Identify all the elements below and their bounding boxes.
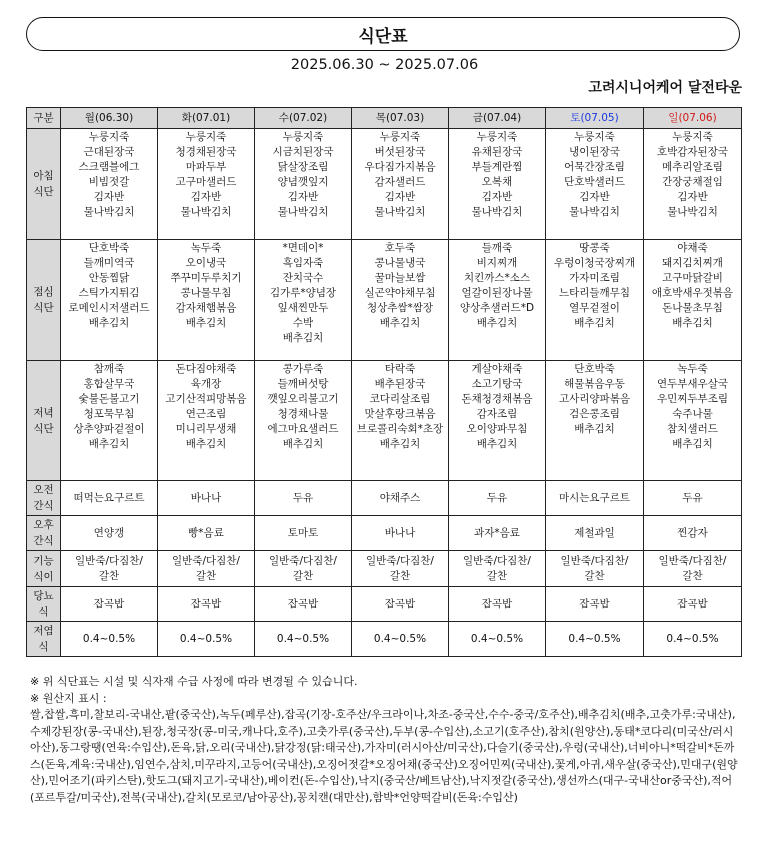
row-label — [27, 587, 61, 622]
menu-item: 청상추쌈*쌈장 — [366, 302, 434, 314]
menu-cell — [644, 481, 742, 516]
menu-item: 0.4~0.5% — [179, 632, 233, 645]
menu-item: 홍합살무국 — [83, 378, 135, 390]
menu-cell — [546, 481, 644, 516]
row-label-line: 식단 — [33, 302, 54, 314]
menu-cell — [352, 240, 449, 361]
menu-cell — [158, 587, 255, 622]
menu-item: 숙주나물 — [672, 408, 713, 420]
menu-item: 오이냉국 — [185, 257, 227, 269]
menu-item: 고사리양파볶음 — [558, 393, 630, 405]
menu-item: 잎새찐만두 — [277, 302, 329, 314]
menu-item: 들깨죽 — [481, 242, 513, 254]
menu-item: 배추김치 — [185, 317, 227, 329]
menu-item: 가자미조림 — [569, 272, 620, 284]
menu-item: 참치샐러드 — [667, 423, 718, 435]
menu-cell — [352, 587, 449, 622]
menu-item: 찐감자 — [677, 526, 708, 539]
menu-item: 떠먹는요구르트 — [73, 491, 145, 504]
menu-cell — [546, 587, 644, 622]
row-label — [27, 129, 61, 240]
menu-item: 일반죽/다짐찬/ — [658, 554, 727, 567]
menu-item: 물나박김치 — [374, 206, 426, 218]
menu-cell — [449, 551, 546, 587]
row-label — [27, 481, 61, 516]
menu-item: 배추김치 — [476, 317, 518, 329]
menu-item: 닭살장조림 — [277, 161, 329, 173]
menu-cell — [449, 481, 546, 516]
menu-item: 배추김치 — [379, 438, 421, 450]
menu-item: 잔치국수 — [282, 272, 324, 284]
menu-item: 김자반 — [190, 191, 222, 203]
facility-name: 고려시니어케어 달전타운 — [588, 80, 742, 96]
menu-cell — [61, 516, 158, 551]
menu-item: 쭈꾸미두루치기 — [170, 272, 242, 284]
menu-cell — [352, 361, 449, 481]
menu-item: 상추양파겉절이 — [73, 423, 145, 435]
menu-item: 제철과일 — [574, 526, 615, 539]
menu-item: 비지찌개 — [476, 257, 518, 269]
menu-item: 느타리들깨무침 — [558, 287, 630, 299]
menu-item: 땅콩죽 — [579, 242, 610, 254]
menu-item: 야채주스 — [379, 491, 421, 504]
menu-item: 잡곡밥 — [384, 597, 416, 610]
menu-item: 꿀마늘보쌈 — [374, 272, 426, 284]
menu-item: 일반죽/다짐찬/ — [366, 554, 434, 567]
menu-item: 근대된장국 — [83, 146, 135, 158]
menu-item: 돼지김치찌개 — [662, 257, 723, 269]
menu-item: 두유 — [682, 491, 703, 504]
menu-item: 단호박샐러드 — [564, 176, 625, 188]
menu-item: 배추김치 — [379, 317, 421, 329]
menu-item: 빵*음료 — [188, 526, 224, 539]
menu-cell — [644, 129, 742, 240]
menu-item: 누룽지죽 — [379, 131, 421, 143]
day-header: 일(07.06) — [644, 108, 742, 129]
menu-cell — [449, 361, 546, 481]
menu-cell — [449, 516, 546, 551]
menu-item: 배추김치 — [282, 438, 324, 450]
menu-cell — [61, 587, 158, 622]
menu-item: 얼갈이된장나물 — [461, 287, 533, 299]
menu-item: 소고기탕국 — [471, 378, 523, 390]
row-label-line: 식단 — [33, 422, 54, 435]
menu-item: 감자조림 — [476, 408, 518, 420]
row-label-line: 오전 — [33, 484, 54, 496]
menu-item: 우다짐가지볶음 — [364, 161, 436, 173]
row-label-line: 당뇨 — [33, 590, 54, 602]
menu-cell — [255, 587, 352, 622]
menu-item: 배추김치 — [672, 317, 713, 329]
menu-cell — [255, 129, 352, 240]
row-label-line: 간식 — [33, 535, 54, 547]
row-label-line: 저염 — [33, 625, 54, 637]
corner-label: 구분 — [27, 108, 61, 129]
menu-item: 두유 — [292, 491, 314, 504]
menu-item: 배추김치 — [185, 438, 227, 450]
menu-cell — [158, 622, 255, 657]
day-header: 토(07.05) — [546, 108, 644, 129]
menu-item: 배추된장국 — [374, 378, 426, 390]
menu-item: 김자반 — [677, 191, 708, 203]
menu-item: 0.4~0.5% — [82, 632, 136, 645]
menu-item: 김자반 — [93, 191, 125, 203]
menu-item: 야채죽 — [677, 242, 708, 254]
row-label-line: 식이 — [33, 570, 54, 583]
menu-item: 콩나물무침 — [180, 287, 232, 299]
menu-cell — [61, 240, 158, 361]
menu-item: 일반죽/다짐찬/ — [269, 554, 337, 567]
menu-cell — [61, 551, 158, 587]
menu-item: 타락죽 — [384, 363, 416, 375]
menu-item: 누룽지죽 — [282, 131, 324, 143]
menu-item: 돈다짐야채죽 — [175, 363, 237, 375]
menu-row — [27, 481, 742, 516]
menu-item: 두유 — [486, 491, 508, 504]
menu-row — [27, 622, 742, 657]
menu-item: 미니리무생채 — [175, 423, 237, 435]
menu-item: 맛살후랑크볶음 — [364, 408, 436, 420]
menu-item: 스틱가지튀김 — [78, 287, 140, 299]
menu-item: 바나나 — [384, 526, 416, 539]
menu-item: 오복채 — [481, 176, 513, 188]
menu-row — [27, 551, 742, 587]
menu-item: 0.4~0.5% — [373, 632, 427, 645]
menu-item: 고기산적피망볶음 — [165, 393, 247, 405]
row-label-line: 간식 — [33, 500, 54, 512]
menu-item: 감자채햄볶음 — [175, 302, 237, 314]
menu-item: 잡곡밥 — [579, 597, 610, 610]
menu-item: 돈채청경채볶음 — [461, 393, 533, 405]
menu-item: 연두부새우살국 — [656, 378, 728, 390]
menu-item: 돈나물초무침 — [662, 302, 723, 314]
menu-cell — [644, 240, 742, 361]
menu-row — [27, 129, 742, 240]
menu-item: 브로콜리숙회*초장 — [356, 423, 444, 435]
menu-item: *면데이* — [282, 242, 324, 254]
menu-item: 비빔젓갈 — [88, 176, 130, 188]
menu-item: 잡곡밥 — [190, 597, 222, 610]
menu-item: 바나나 — [190, 491, 222, 504]
menu-item: 부들계란찜 — [471, 161, 523, 173]
menu-item: 숯불돈불고기 — [78, 393, 140, 405]
notes — [30, 674, 742, 806]
menu-item: 배추김치 — [672, 438, 713, 450]
menu-item: 일반죽/다짐찬/ — [75, 554, 143, 567]
menu-cell — [352, 551, 449, 587]
menu-cell — [644, 622, 742, 657]
menu-item: 누룽지죽 — [476, 131, 518, 143]
menu-item: 시금치된장국 — [272, 146, 334, 158]
menu-item: 들깨버섯탕 — [277, 378, 329, 390]
menu-item: 어묵간장조림 — [564, 161, 625, 173]
menu-item: 0.4~0.5% — [470, 632, 524, 645]
menu-item: 오이양파무침 — [466, 423, 528, 435]
menu-table — [26, 107, 742, 657]
row-label — [27, 361, 61, 481]
menu-row — [27, 516, 742, 551]
menu-cell — [255, 551, 352, 587]
header-row — [27, 108, 742, 129]
menu-item: 김가루*양념장 — [269, 287, 337, 299]
menu-item: 단호박죽 — [88, 242, 130, 254]
menu-item: 물나박김치 — [667, 206, 718, 218]
day-header: 목(07.03) — [352, 108, 449, 129]
menu-item: 0.4~0.5% — [276, 632, 330, 645]
menu-cell — [546, 361, 644, 481]
menu-item: 우렁이청국장찌개 — [553, 257, 636, 269]
menu-item: 물나박김치 — [277, 206, 329, 218]
menu-item: 육개장 — [190, 378, 222, 390]
row-label-line: 식 — [38, 641, 49, 653]
menu-item: 스크램블에그 — [78, 161, 140, 173]
menu-cell — [449, 587, 546, 622]
menu-item: 잡곡밥 — [481, 597, 513, 610]
menu-cell — [644, 516, 742, 551]
menu-item: 잡곡밥 — [93, 597, 125, 610]
menu-item: 갈찬 — [292, 569, 314, 582]
menu-cell — [158, 129, 255, 240]
menu-cell — [352, 129, 449, 240]
menu-cell — [255, 622, 352, 657]
menu-item: 메추리알조림 — [662, 161, 723, 173]
notice-origin-heading: ※ 원산지 표시 : — [30, 691, 107, 705]
row-label-line: 점심 — [33, 286, 54, 298]
row-label-line: 저녁 — [33, 406, 54, 419]
day-header: 수(07.02) — [255, 108, 352, 129]
menu-cell — [61, 129, 158, 240]
date-range: 2025.06.30 ~ 2025.07.06 — [290, 57, 479, 73]
menu-item: 일반죽/다짐찬/ — [560, 554, 629, 567]
menu-item: 갈찬 — [584, 569, 605, 582]
menu-item: 깻잎오리불고기 — [267, 393, 339, 405]
menu-cell — [255, 516, 352, 551]
menu-item: 일반죽/다짐찬/ — [172, 554, 240, 567]
menu-item: 갈찬 — [98, 569, 120, 582]
menu-cell — [255, 240, 352, 361]
menu-item: 누룽지죽 — [574, 131, 615, 143]
menu-item: 고구마샐러드 — [175, 176, 237, 188]
menu-item: 간장궁채절임 — [662, 176, 723, 188]
menu-item: 해물볶음우동 — [564, 378, 625, 390]
menu-item: 청경채된장국 — [175, 146, 237, 158]
menu-item: 치킨까스*소스 — [463, 272, 531, 284]
menu-item: 연근조림 — [185, 408, 227, 420]
menu-cell — [644, 587, 742, 622]
row-label-line: 아침 — [33, 170, 54, 182]
menu-item: 청경채나물 — [277, 408, 329, 420]
menu-item: 0.4~0.5% — [568, 632, 621, 645]
menu-item: 물나박김치 — [180, 206, 232, 218]
menu-item: 과자*음료 — [474, 526, 520, 539]
menu-item: 김자반 — [579, 191, 610, 203]
menu-cell — [449, 129, 546, 240]
menu-cell — [449, 240, 546, 361]
day-header: 금(07.04) — [449, 108, 546, 129]
menu-item: 물나박김치 — [569, 206, 620, 218]
row-label-line: 기능 — [33, 554, 54, 567]
menu-item: 갈찬 — [486, 569, 508, 582]
menu-item: 양상추샐러드*D — [459, 302, 535, 314]
menu-item: 감자샐러드 — [374, 176, 426, 188]
menu-item: 누룽지죽 — [88, 131, 130, 143]
menu-item: 우민찌두부조림 — [656, 393, 728, 405]
menu-item: 고구마닭갈비 — [662, 272, 723, 284]
menu-item: 코다리살조림 — [369, 393, 431, 405]
menu-row — [27, 587, 742, 622]
menu-cell — [158, 361, 255, 481]
menu-cell — [61, 622, 158, 657]
menu-cell — [158, 240, 255, 361]
menu-item: 갈찬 — [682, 569, 703, 582]
menu-cell — [546, 516, 644, 551]
menu-cell — [61, 361, 158, 481]
menu-cell — [352, 516, 449, 551]
menu-item: 열무겉절이 — [569, 302, 620, 314]
menu-item: 갈찬 — [389, 569, 411, 582]
menu-item: 김자반 — [384, 191, 416, 203]
menu-item: 연양갱 — [93, 526, 125, 539]
menu-item: 유채된장국 — [471, 146, 523, 158]
menu-item: 배추김치 — [574, 317, 615, 329]
day-header: 화(07.01) — [158, 108, 255, 129]
row-label — [27, 516, 61, 551]
menu-item: 검은콩조림 — [569, 408, 620, 420]
menu-item: 애호박새우젓볶음 — [651, 287, 734, 299]
menu-item: 일반죽/다짐찬/ — [463, 554, 531, 567]
row-label-line: 식 — [38, 606, 49, 618]
menu-item: 녹두죽 — [190, 242, 222, 254]
menu-row — [27, 240, 742, 361]
menu-cell — [255, 361, 352, 481]
menu-cell — [449, 622, 546, 657]
menu-cell — [546, 551, 644, 587]
menu-item: 호두죽 — [384, 242, 416, 254]
menu-item: 마파두부 — [185, 161, 227, 173]
row-label-line: 식단 — [33, 186, 54, 198]
menu-item: 물나박김치 — [83, 206, 135, 218]
menu-cell — [61, 481, 158, 516]
menu-row — [27, 361, 742, 481]
menu-item: 안동찜닭 — [88, 272, 130, 284]
menu-item: 배추김치 — [88, 438, 130, 450]
menu-item: 토마토 — [287, 526, 319, 539]
menu-item: 누룽지죽 — [185, 131, 227, 143]
menu-item: 배추김치 — [476, 438, 518, 450]
menu-cell — [352, 622, 449, 657]
row-label — [27, 240, 61, 361]
menu-title: 식단표 — [26, 17, 740, 51]
menu-item: 배추김치 — [88, 317, 130, 329]
menu-item: 에그마요샐러드 — [267, 423, 339, 435]
menu-item: 누룽지죽 — [672, 131, 713, 143]
menu-item: 마시는요구르트 — [558, 491, 630, 504]
menu-item: 흑임자죽 — [282, 257, 324, 269]
notice-change: ※ 위 식단표는 시설 및 식자재 수급 사정에 따라 변경될 수 있습니다. — [30, 675, 358, 688]
menu-item: 단호박죽 — [574, 363, 615, 375]
menu-item: 청포묵무침 — [83, 408, 135, 420]
menu-item: 수박 — [292, 317, 314, 329]
menu-item: 호박감자된장국 — [656, 146, 728, 158]
menu-item: 콩가루죽 — [282, 363, 324, 375]
menu-item: 잡곡밥 — [287, 597, 319, 610]
row-label — [27, 622, 61, 657]
menu-item: 김자반 — [481, 191, 513, 203]
menu-item: 로메인시저샐러드 — [68, 302, 150, 314]
menu-cell — [352, 481, 449, 516]
menu-cell — [158, 551, 255, 587]
menu-item: 배추김치 — [574, 423, 615, 435]
menu-cell — [644, 551, 742, 587]
menu-item: 게살야채죽 — [471, 363, 523, 375]
menu-item: 콩나물냉국 — [374, 257, 426, 269]
row-label-line: 오후 — [33, 519, 54, 531]
menu-item: 실곤약야채무침 — [364, 287, 436, 299]
menu-item: 녹두죽 — [677, 363, 708, 375]
menu-cell — [546, 240, 644, 361]
menu-cell — [546, 129, 644, 240]
menu-item: 들깨미역국 — [83, 257, 135, 269]
menu-cell — [644, 361, 742, 481]
menu-item: 버섯된장국 — [374, 146, 426, 158]
menu-cell — [158, 481, 255, 516]
row-label — [27, 551, 61, 587]
menu-item: 양념깻잎지 — [277, 176, 329, 188]
menu-item: 0.4~0.5% — [666, 632, 719, 645]
menu-item: 물나박김치 — [471, 206, 523, 218]
menu-cell — [255, 481, 352, 516]
menu-item: 배추김치 — [282, 332, 324, 344]
menu-item: 참깨죽 — [93, 363, 125, 375]
menu-item: 잡곡밥 — [677, 597, 708, 610]
menu-item: 김자반 — [287, 191, 319, 203]
menu-item: 냉이된장국 — [569, 146, 620, 158]
day-header: 월(06.30) — [61, 108, 158, 129]
menu-item: 갈찬 — [195, 569, 217, 582]
menu-cell — [158, 516, 255, 551]
origin-details: 쌀,찹쌀,흑미,찰보리-국내산,팥(중국산),녹두(페루산),잡곡(기장-호주산/우크라이나,차조-중국산,수수-중국/호주산),배추김치(배추,고춧가루:국내산),수제강된장(콩-국내산),된장,청국장(콩-미국,캐나다,호주),고춧가루(중국산),두부(콩-수입산),소고기(호주산),참치(원양산),동태*코다리(미국산/러시아산),동그랑땡(연육:수입산),돈육,닭,오리(국내산),닭강정(닭:태국산),가자미(러시아산/미국산),다슬기(중국산),우렁(국내산),너비아니*떡갈비*돈까스(돈육,계육:국내산),임연수,삼치,미꾸라지,고등어(국내산),오징어젓갈*오징어채(중국산)오징어민찌(국내산),꽃게,아귀,새우살(중국산),민대구(원양산),민어조기(파키스탄),핫도그(돼지고기-국내산),베이컨(돈-수입산),낙지(중국산/베트남산),낙지젓갈(중국산),생선까스(대구-국내산or중국산),적어(포르투갈/미국산),전복(국내산),갈치(모로코/남아공산),꽁치캔(대만산),함박*언양떡갈비(돈육:수입산) — [30, 708, 738, 804]
menu-cell — [546, 622, 644, 657]
